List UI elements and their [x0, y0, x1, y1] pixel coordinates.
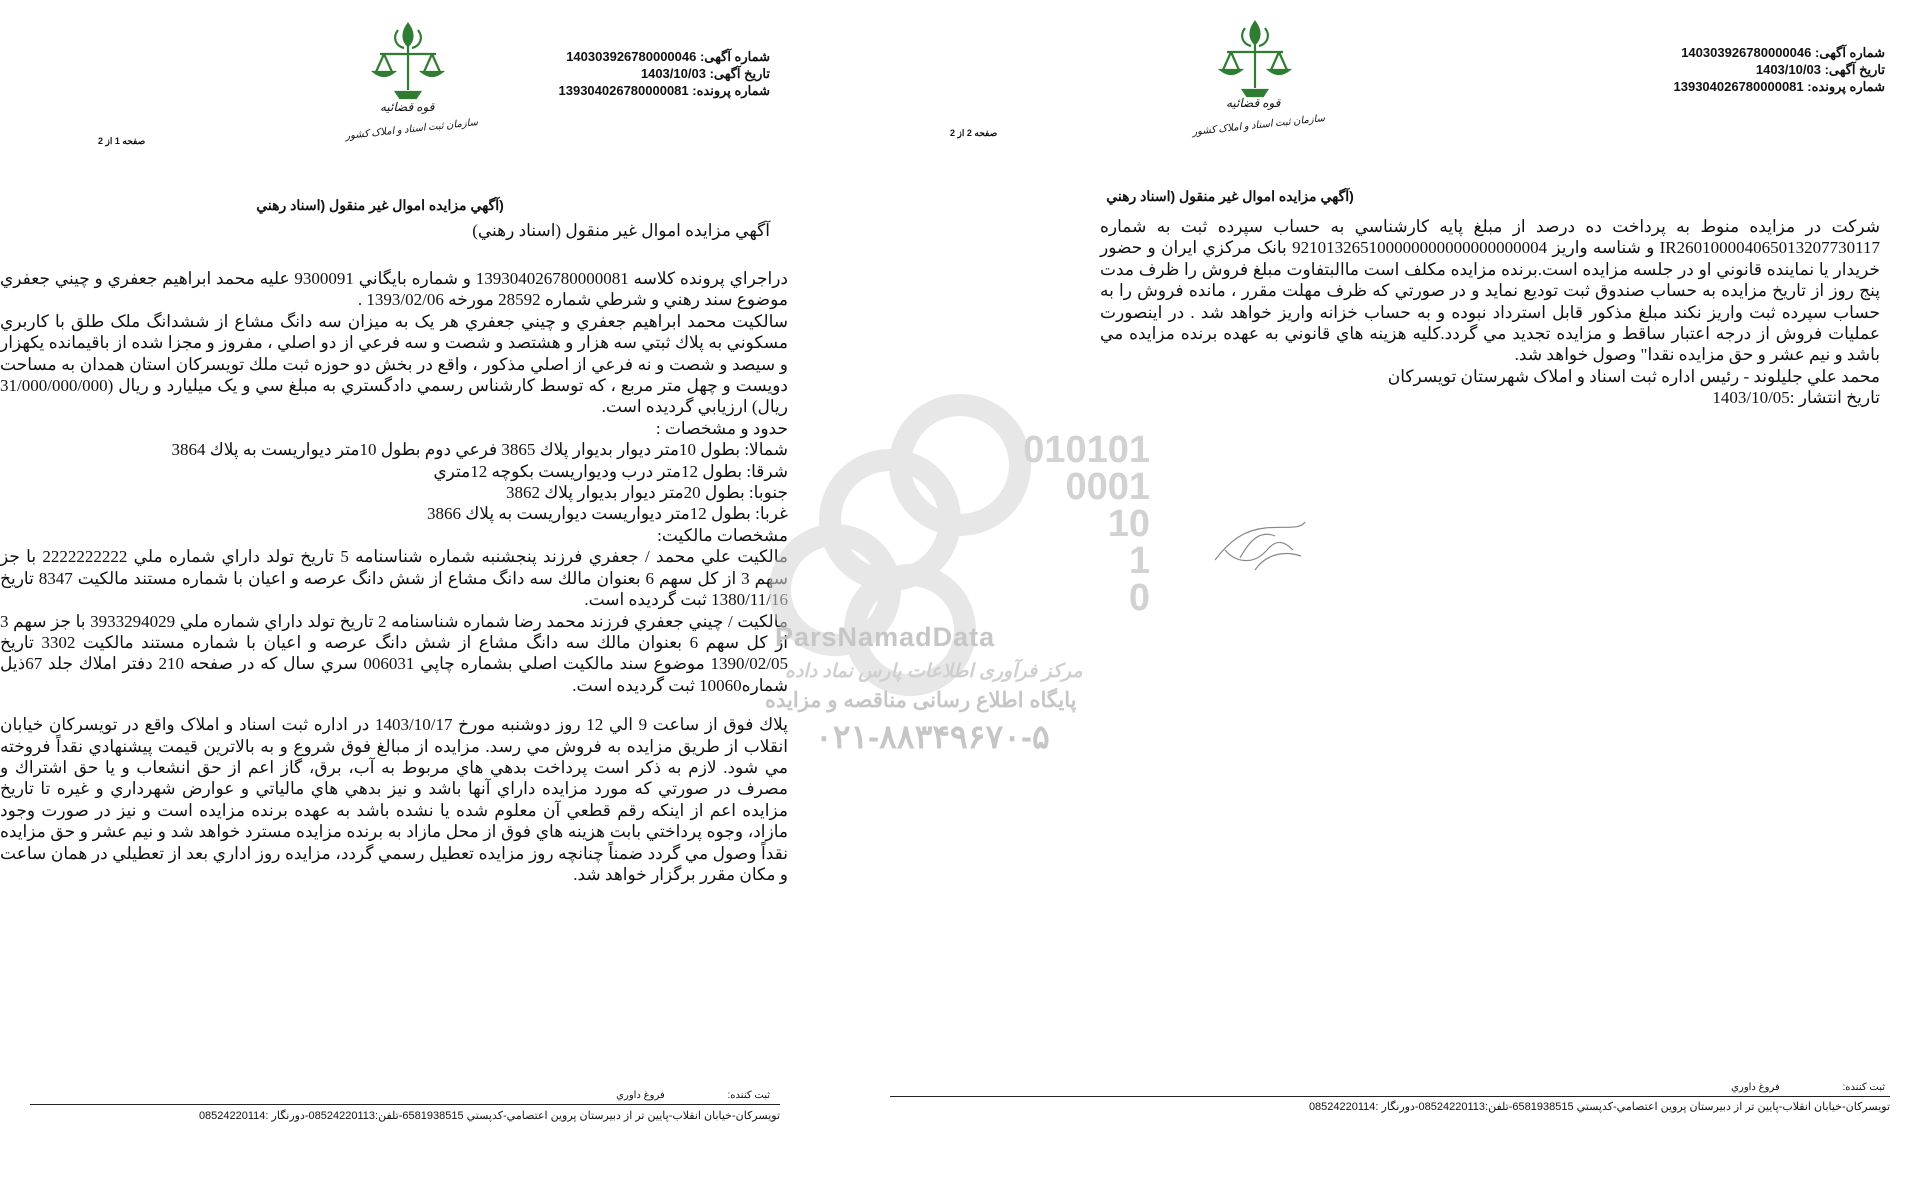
case-number: 139304026780000081: [1673, 79, 1804, 94]
boundary-south: جنوبا: بطول 20متر ديوار بديوار پلاك 3862: [506, 483, 788, 503]
ad-header-info: [559, 48, 771, 99]
ad-number-row: شماره آگهی: 140303926780000046: [566, 49, 770, 64]
case-number-row: شماره پرونده: 139304026780000081: [1673, 79, 1885, 94]
watermark-line-1: مرکز فرآوری اطلاعات پارس نماد داده: [785, 661, 1083, 682]
case-number-row: شماره پرونده: 139304026780000081: [558, 83, 770, 98]
ad-number: 140303926780000046: [1681, 45, 1812, 60]
watermark-digits-3: 10: [1107, 503, 1150, 545]
signatory-line: محمد علي جليلوند - رئيس اداره ثبت اسناد و املاک شهرستان تويسركان: [1387, 366, 1880, 386]
org-name: قوه قضائیه: [380, 100, 435, 114]
handwritten-signature-icon: [1205, 500, 1315, 585]
publish-date-line: تاريخ انتشار :1403/10/05: [1712, 388, 1880, 408]
boundary-east: شرقا: بطول 12متر درب وديواريست بكوچه 12متري: [433, 461, 788, 481]
footer-address: تويسركان-خيابان انقلاب-پايين تر از دبيرستان پروين اعتصامي-كدپستي 6581938515-تلفن:08524220113-دورنگار :08524220114: [198, 1110, 780, 1122]
org-subtitle: سازمان ثبت اسناد و املاک کشور: [1191, 113, 1326, 138]
watermark-brand: ParsNamadData: [775, 622, 996, 652]
boundary-west: غربا: بطول 12متر ديواريست ديواريست به پلاك 3866: [426, 504, 788, 524]
ad-title: (آگهي مزايده اموال غير منقول (اسناد رهني: [256, 197, 504, 213]
watermark-digits-4: 1: [1128, 540, 1150, 582]
ad-title: (آگهي مزايده اموال غير منقول (اسناد رهني: [1106, 188, 1354, 204]
judiciary-emblem-icon: [368, 18, 448, 113]
watermark-digits-1: 010101: [1023, 429, 1150, 471]
watermark-digits-2: 0001: [1065, 466, 1150, 508]
ad-header-info: [1674, 44, 1886, 95]
auction-terms-paragraph: پلاك فوق از ساعت 9 الي 12 روز دوشنبه مورخ 1403/10/17 در اداره ثبت اسناد و املاک واقع در تويسركان خيابان انقلاب از طريق مزايده به فروش مي رسد. مزايده از مبالغ فوق شروع و به بالاترين قيمت پيشنهادي نقداً فروخته مي شود. لازم به ذكر است پرداخت بدهي هاي مربوط به آب، برق، گاز اعم از حق انشعاب و يا حق اشتراك و مصرف در صورتي كه مورد مزايده داراي آنها باشد و نيز بدهي هاي مالياتي و عوارض شهرداري و غيره تا تاريخ مزايده اعم از اينكه رقم قطعي آن معلوم شده يا نشده باشد به عهده برنده مزايده است و نيز در صورت وجود مازاد، وجوه پرداختي بابت هزينه هاي فوق از محل مازاد به برنده مزايده مسترد خواهد شد و نيم عشر و حق مزايده نقداً وصول مي گردد ضمناً چنانچه روز مزايده تعطيل رسمي گردد، مزايده روز اداري بعد از تعطيلي در همان ساعت و مكان مقرر برگزار خواهد شد.: [0, 715, 788, 884]
owner-2-paragraph: مالكيت / چيني جعفري فرزند محمد رضا شماره شناسنامه 2 تاريخ تولد داراي شماره ملي 3933294029 با جز سهم 3 از كل سهم 6 بعنوان مالك سه دانگ مشاع از شش دانگ عرصه و اعيان با شماره مستند مالكيت 3302 تاريخ 1390/02/05 موضوع سند مالكيت اصلي بشماره چاپي 006031 سري سال كه در صفحه 210 دفتر املاك جلد 67ذيل شماره10060 ثبت گرديده است.: [0, 611, 789, 695]
case-number: 139304026780000081: [558, 83, 689, 98]
registrar-label: ثبت كننده:: [727, 1090, 770, 1101]
registrar-label: ثبت كننده:: [1842, 1082, 1885, 1093]
ad-number: 140303926780000046: [566, 49, 697, 64]
page-1: [0, 0, 800, 1183]
ownership-heading: مشخصات مالكيت:: [657, 525, 788, 545]
page-2: [870, 0, 1900, 1183]
footer-divider: [30, 1104, 780, 1105]
page-number: صفحه 1 از 2: [98, 136, 146, 146]
page-number: صفحه 2 از 2: [950, 128, 998, 138]
ad-date-row: تاریخ آگهی: 1403/10/03: [640, 66, 770, 81]
ad-body: [1100, 216, 1880, 409]
footer-divider: [890, 1096, 1890, 1097]
org-name: قوه قضائیه: [1226, 96, 1281, 110]
deposit-terms-paragraph: شركت در مزايده منوط به پرداخت ده درصد از مبلغ پايه كارشناسي به حساب سپرده ثبت به شماره IR260100004065013207730117 و شناسه واريز 921013265100000000000000000004 بانک مركزي ايران و حضور خريدار يا نماينده قانوني او در جلسه مزايده است.برنده مزايده مكلف است ماالبتفاوت مبلغ فروش را ظرف مدت پنج روز از تاريخ مزايده به حساب صندوق ثبت توديع نمايد و در صورتي كه ظرف مهلت مقرر ، مانده فروش را به حساب سپرده ثبت واريز نكند مبلغ مذكور قابل استرداد نبوده و به حساب خزانه واريز خواهد شد . در اينصورت عمليات فروش از درجه اعتبار ساقط و مزايده تجديد مي گردد.كليه هزينه هاي قانوني به عهده برنده مزايده مي باشد و نيم عشر و حق مزايده نقدا" وصول خواهد شد.: [1100, 217, 1880, 365]
ad-body: [0, 268, 788, 885]
owner-1-paragraph: مالكيت علي محمد / جعفري فرزند پنجشنبه شماره شناسنامه 5 تاريخ تولد داراي شماره ملي 2222222222 با جز سهم 3 از كل سهم 6 بعنوان مالك سه دانگ مشاع از شش دانگ عرصه و اعيان با شماره مستند مالكيت 8347 تاريخ 1380/11/16 ثبت گرديده است.: [0, 547, 789, 610]
ownership-paragraph: سالكيت محمد ابراهيم جعفري و چيني جعفري هر يک به ميزان سه دانگ مشاع از ششدانگ ملک طلق با كاربري مسكوني به پلاك ثبتي سه هزار و هشتصد و شصت و سه فرعي از دو اصلي ، مفروز و مجزا شده از باقيمانده يكهزار و سيصد و شصت و نه فرعي از اصلي مذكور ، واقع در بخش دو حوزه ثبت ملك تويسركان استان همدان به مساحت دويست و چهل متر مربع ، كه توسط كارشناس رسمي دادگستري به مبلغ سي و يک ميليارد و ريال (31/000/000/000 ريال) ارزيابي گرديده است.: [0, 311, 788, 417]
watermark-line-2: پایگاه اطلاع رسانی مناقصه و مزایده: [765, 689, 1077, 712]
registrar: [616, 1090, 770, 1101]
ad-date-row: تاریخ آگهی: 1403/10/03: [1755, 62, 1885, 77]
boundary-north: شمالا: بطول 10متر ديوار بديوار پلاك 3865 فرعي دوم بطول 10متر ديواريست به پلاك 3864: [171, 440, 788, 460]
ad-date: 1403/10/03: [1755, 62, 1821, 77]
org-subtitle: سازمان ثبت اسناد و املاک کشور: [344, 117, 479, 142]
watermark-phone: ۰۲۱-۸۸۳۴۹۶۷۰-۵: [815, 718, 1050, 755]
ad-subtitle: آگهي مزايده اموال غير منقول (اسناد رهني): [472, 221, 770, 240]
registrar: [1731, 1082, 1885, 1093]
boundaries-heading: حدود و مشخصات :: [655, 418, 788, 438]
watermark-digits-5: 0: [1128, 577, 1150, 619]
footer-address: تويسركان-خيابان انقلاب-پايين تر از دبيرستان پروين اعتصامي-كدپستي 6581938515-تلفن:08524220113-دورنگار :08524220114: [1308, 1101, 1890, 1113]
registrar-name: فروغ داوري: [616, 1090, 665, 1101]
ad-number-row: شماره آگهی: 140303926780000046: [1681, 45, 1885, 60]
case-paragraph: دراجراي پرونده كلاسه 139304026780000081 و شماره بايگاني 9300091 عليه محمد ابراهيم جعفري و چيني جعفري موضوع سند رهني و شرطي شماره 28592 مورخه 1393/02/06 .: [0, 269, 788, 310]
ad-date: 1403/10/03: [640, 66, 706, 81]
registrar-name: فروغ داوري: [1731, 1082, 1780, 1093]
